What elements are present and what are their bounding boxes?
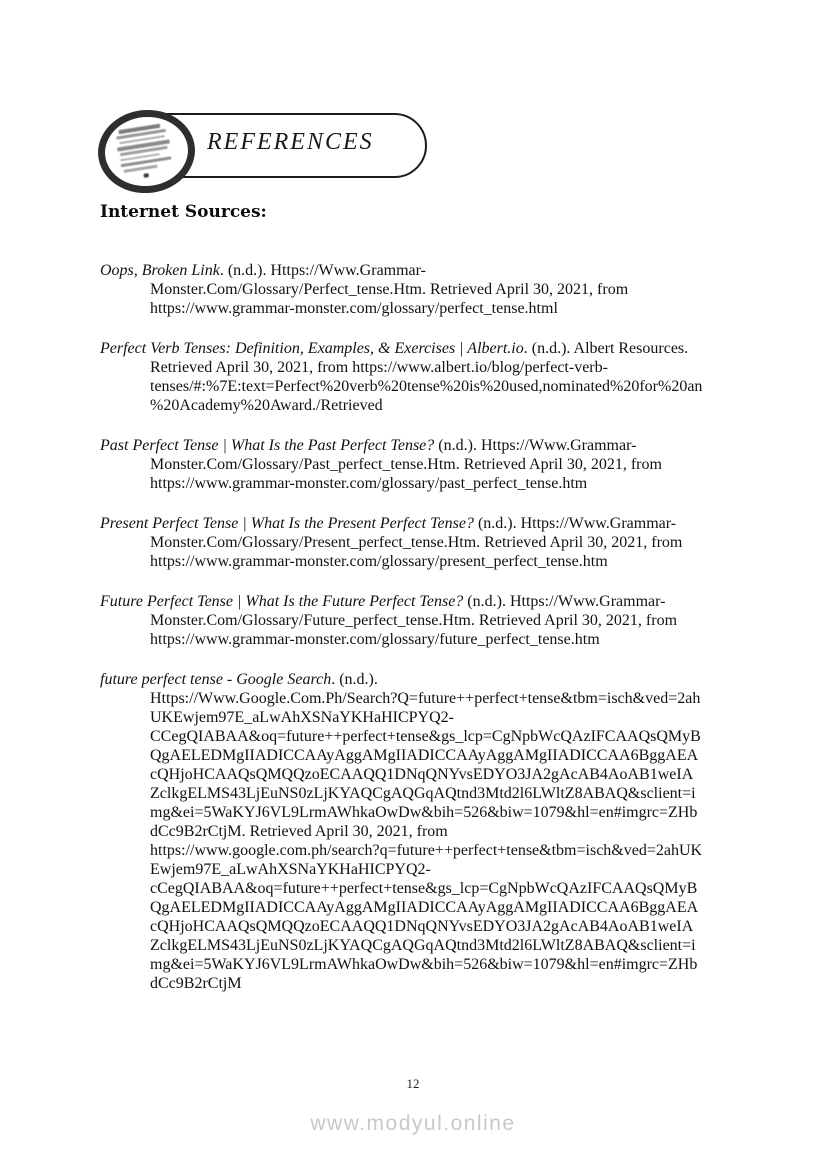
reference-line: Monster.Com/Glossary/Present_perfect_tense.Htm. Retrieved April 30, 2021, from: [150, 534, 683, 551]
reference-line: Https://Www.Google.Com.Ph/Search?Q=future++perfect+tense&tbm=isch&ved=2ah: [150, 690, 701, 707]
reference-line: cCegQIABAA&oq=future++perfect+tense&gs_lcp=CgNpbWcQAzIFCAAQsQMyB: [150, 880, 698, 897]
reference-title: Oops, Broken Link: [100, 262, 220, 279]
reference-entry: [100, 261, 780, 318]
reference-first-line: [100, 592, 780, 611]
section-heading: Internet Sources:: [100, 202, 267, 222]
references-list: [100, 261, 780, 1014]
reference-line: ZclkgELMS43LjEuNS0zLjKYAQCgAQGqAQtnd3Mtd2l6LWltZ8ABAQ&sclient=i: [150, 937, 696, 954]
reference-text: (n.d.). Https://Www.Grammar-: [473, 515, 677, 532]
reference-title: Present Perfect Tense | What Is the Present Perfect Tense?: [100, 515, 474, 532]
reference-entry: [100, 436, 780, 493]
reference-line: CCegQIABAA&oq=future++perfect+tense&gs_lcp=CgNpbWcQAzIFCAAQsQMyB: [150, 728, 701, 745]
reference-line: QgAELEDMgIIADICCAAyAggAMgIIADICCAAyAggAMgIIADICCAA6BggAEA: [150, 747, 699, 764]
references-banner: [100, 108, 445, 203]
reference-line: Ewjem97E_aLwAhXSNaYKHaHICPYQ2-: [150, 861, 431, 878]
thumbnail-content: [114, 121, 181, 182]
reference-entry: [100, 514, 780, 571]
reference-line: https://www.google.com.ph/search?q=future++perfect+tense&tbm=isch&ved=2ahUK: [150, 842, 703, 859]
reference-first-line: [100, 514, 780, 533]
reference-line: mg&ei=5WaKYJ6VL9LrmAWhkaOwDw&bih=526&biw=1079&hl=en#imgrc=ZHb: [150, 804, 698, 821]
reference-entry: [100, 339, 780, 415]
reference-line: Monster.Com/Glossary/Past_perfect_tense.Htm. Retrieved April 30, 2021, from: [150, 456, 662, 473]
reference-line: Monster.Com/Glossary/Future_perfect_tense.Htm. Retrieved April 30, 2021, from: [150, 612, 678, 629]
reference-entry: [100, 592, 780, 649]
reference-first-line: [100, 261, 780, 280]
reference-text: . (n.d.).: [331, 671, 378, 688]
reference-line: dCc9B2rCtjM. Retrieved April 30, 2021, from: [150, 823, 448, 840]
reference-line: UKEwjem97E_aLwAhXSNaYKHaHICPYQ2-: [150, 709, 454, 726]
watermark: www.modyul.online: [310, 1112, 516, 1135]
reference-line: https://www.grammar-monster.com/glossary/present_perfect_tense.htm: [150, 553, 608, 570]
reference-first-line: [100, 670, 780, 689]
reference-text: . (n.d.). Https://Www.Grammar-: [219, 262, 426, 279]
reference-text: (n.d.). Https://Www.Grammar-: [463, 593, 666, 610]
reference-line: dCc9B2rCtjM: [150, 975, 242, 992]
reference-line: %20Academy%20Award./Retrieved: [150, 397, 383, 414]
page-title: REFERENCES: [207, 129, 374, 155]
reference-line: https://www.grammar-monster.com/glossary/future_perfect_tense.htm: [150, 631, 600, 648]
reference-line: https://www.grammar-monster.com/glossary/perfect_tense.html: [150, 300, 558, 317]
reference-title: future perfect tense - Google Search: [100, 671, 332, 688]
reference-line: Monster.Com/Glossary/Perfect_tense.Htm. Retrieved April 30, 2021, from: [150, 281, 629, 298]
reference-line: Retrieved April 30, 2021, from https://www.albert.io/blog/perfect-verb-: [150, 359, 608, 376]
reference-line: https://www.grammar-monster.com/glossary/past_perfect_tense.htm: [150, 475, 588, 492]
reference-line: QgAELEDMgIIADICCAAyAggAMgIIADICCAAyAggAMgIIADICCAA6BggAEA: [150, 899, 699, 916]
reference-line: cQHjoHCAAQsQMQQzoECAAQQ1DNqQNYvsEDYO3JA2gAcAB4AoAB1weIA: [150, 918, 694, 935]
reference-line: cQHjoHCAAQsQMQQzoECAAQQ1DNqQNYvsEDYO3JA2gAcAB4AoAB1weIA: [150, 766, 694, 783]
reference-text: (n.d.). Https://Www.Grammar-: [434, 437, 637, 454]
reference-title: Past Perfect Tense | What Is the Past Perfect Tense?: [100, 437, 435, 454]
reference-entry: [100, 670, 780, 993]
reference-line: ZclkgELMS43LjEuNS0zLjKYAQCgAQGqAQtnd3Mtd2l6LWltZ8ABAQ&sclient=i: [150, 785, 696, 802]
reference-line: tenses/#:%7E:text=Perfect%20verb%20tense%20is%20used,nominated%20for%20an: [150, 378, 703, 395]
reference-first-line: [100, 436, 780, 455]
reference-first-line: [100, 339, 780, 358]
reference-title: Future Perfect Tense | What Is the Future Perfect Tense?: [100, 593, 464, 610]
reference-text: . (n.d.). Albert Resources.: [523, 340, 689, 357]
page-number: 12: [406, 1076, 420, 1091]
reference-title: Perfect Verb Tenses: Definition, Examples, & Exercises | Albert.io: [100, 340, 524, 357]
reference-line: mg&ei=5WaKYJ6VL9LrmAWhkaOwDw&bih=526&biw=1079&hl=en#imgrc=ZHb: [150, 956, 698, 973]
